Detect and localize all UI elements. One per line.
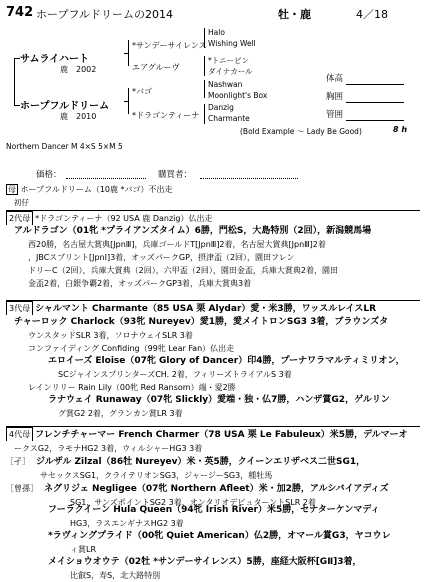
dam-marker: 母 xyxy=(8,185,16,194)
gen3-line: グ賞G2 2着，グランカン賞LR 3着 xyxy=(58,409,183,418)
inbreeding: Northern Dancer M 4×S 5×M 5 xyxy=(6,142,123,151)
gen4-label: 4代母 xyxy=(6,427,33,441)
ped-bracket-g3 xyxy=(204,104,205,124)
gen3-line: ラナウェイ Runaway（07牝 Slickly）愛端・独・仏7勝，ハンザ賞G2，ゲルリン xyxy=(48,395,390,405)
price-field xyxy=(66,178,146,179)
g3-ancestor: *トニービン xyxy=(208,56,249,65)
girth-label: 胸囲 xyxy=(326,92,344,102)
ped-bracket-g3 xyxy=(204,56,205,76)
lot-number: 742 xyxy=(6,5,34,20)
bold-example: (Bold Example ～ Lady Be Good) xyxy=(240,127,362,136)
section-gen3 xyxy=(6,300,420,420)
gen2-line: 金盃2着，白銀争覇2着，オッズパークGP3着，兵庫大賞典3着 xyxy=(28,279,252,288)
g3-ancestor: ダイナカール xyxy=(208,67,253,76)
height-label: 体高 xyxy=(326,74,344,84)
gen3-line: チャーロック Charlock（93牝 Nureyev）愛1勝，愛メイトロンSG3 3着，ブラウンズタ xyxy=(14,317,389,327)
gen2-line: ドリーC（2回），兵庫大賞典（2回），六甲盃（2回），園田金盃，兵庫大賞典2着，園田 xyxy=(28,266,338,275)
horse-name: ホープフルドリームの2014 xyxy=(36,8,174,21)
ped-bracket-dam xyxy=(128,88,129,114)
gen2-label: 2代母 xyxy=(6,211,33,225)
sire-info: 鹿 2002 xyxy=(60,65,97,74)
cannon-label: 管囲 xyxy=(326,110,344,120)
sale-date: 4／18 xyxy=(356,8,388,21)
dam-info: 鹿 2010 xyxy=(60,112,97,121)
dam-name: ホープフルドリーム xyxy=(20,101,110,112)
gen2-line: *ドラゴンティーナ（92 USA 鹿 Danzig）仏出走 xyxy=(35,214,213,223)
ped-line xyxy=(124,101,128,102)
g3-ancestor: Danzig xyxy=(208,103,234,112)
gen4-line: フーラクイーン Hula Queen（94牝 Irish River）米5勝，セナターケンマディ xyxy=(48,505,380,515)
ped-bracket-main xyxy=(14,58,15,106)
dam-sire: *バゴ xyxy=(132,87,152,96)
ped-bracket-sire xyxy=(128,40,129,66)
sire-sire: *サンデーサイレンス xyxy=(132,41,207,50)
gen4-line: SG1，サンズポイントSG2 3着，オンタリオデビュターントSLR 2着 xyxy=(70,498,316,507)
g3-ancestor: Nashwan xyxy=(208,80,243,89)
gen4-line: HG3，ラスエンギナスHG2 3着 xyxy=(70,519,184,528)
buyer-field xyxy=(200,178,298,179)
gen2-line: 西20勝，名古屋大賞典[JpnⅢ]，兵庫ゴールドT[JpnⅢ]2着，名古屋大賞典[JpnⅢ]2着 xyxy=(28,240,326,249)
gen3-line: ウンスタッドSLR 3着，ソロナウェイSLR 3着 xyxy=(28,331,193,340)
great-grandchild-marker: ［曾孫］ xyxy=(6,484,38,493)
gen4-line: ネグリジェ Negligee（07牝 Northern Afleet）米・加2勝，アルシバイアディズ xyxy=(44,484,389,494)
dam-dam: *ドラゴンティーナ xyxy=(132,111,200,120)
g3-ancestor: Moonlight's Box xyxy=(208,91,268,100)
gen3-line: レインリリー Rain Lily（00牝 Red Ransom）端・愛2勝 xyxy=(28,383,236,392)
ped-bracket-g3 xyxy=(204,80,205,98)
sex-color: 牡・鹿 xyxy=(278,8,311,21)
g3-ancestor: Wishing Well xyxy=(208,39,256,48)
gen2-line: アルドラゴン（01牝 *プライアンズタイム）6勝，門松S，大島特別（2回），新潟競馬場 xyxy=(14,226,372,236)
gen4-line: ィ賞LR xyxy=(70,545,97,554)
gen3-line: シャルマント Charmante（85 USA 栗 Alydar）愛・米3勝，ワッスルレイスLR xyxy=(35,304,377,314)
buyer-label: 購買者： xyxy=(158,170,193,180)
girth-field xyxy=(346,102,404,103)
gen4-line: メイショウオウテ（02牡 *サンデーサイレンス）5勝，座経大阪杯[GⅡ]3着， xyxy=(48,557,362,567)
dam-line xyxy=(6,184,173,195)
gen2-line: ，JBCスプリント[JpnⅠ]3着，オッズパークGP，摂津盃（2回），園田フレン xyxy=(28,253,295,262)
sire-dam: エアグルーヴ xyxy=(132,63,180,72)
child-marker: ［孑］ xyxy=(6,457,30,466)
gen4-line: サセックスSG1，クライテリオンSG3，ジャージーSG3，種牡馬 xyxy=(40,471,273,480)
section-gen4-cont xyxy=(6,504,420,582)
ped-line xyxy=(124,53,128,54)
height-field xyxy=(346,84,404,85)
price-label: 価格： xyxy=(36,170,62,180)
gen3-line: コンファイディング Confiding（99牝 Lear Fan）仏出走 xyxy=(28,344,235,353)
gen4-line: フレンチチャーマー French Charmer（78 USA 栗 Le Fabuleux）米5勝，デルマーオ xyxy=(35,430,408,440)
gen4-line: *ラヴィングプライド（00牝 Quiet American）仏2勝，オマール賞G3，ヤコウレ xyxy=(48,531,391,541)
g3-ancestor: Halo xyxy=(208,28,225,37)
gen3-label: 3代母 xyxy=(6,301,33,315)
sire-name: サムライハート xyxy=(20,54,89,65)
first-foal: 初仔 xyxy=(14,198,29,207)
gen4-line: 比叡S，寿S，北大路特別 xyxy=(70,571,161,580)
section-gen2 xyxy=(6,210,420,290)
bold-example-h: 8 h xyxy=(393,125,408,134)
gen4-line: ークスG2，ラモナHG2 3着，ウィルシャーHG3 3着 xyxy=(14,444,203,453)
cannon-field xyxy=(346,120,404,121)
dam-line-text: ホープフルドリーム（10鹿 *バゴ）不出走 xyxy=(20,185,173,194)
g3-ancestor: Charmante xyxy=(208,114,250,123)
section-gen4 xyxy=(6,426,420,509)
gen4-line: ジルザル Zilzal（86牡 Nureyev）米・英5勝，クイーンエリザベス二世SG1， xyxy=(36,457,366,467)
gen3-line: SCジャインスプリンターズCH. 2着，フィリーズトライアルS 3着 xyxy=(58,370,292,379)
gen3-line: エロイーズ Eloise（07牝 Glory of Dancer）印4勝，プーナワラマルティミリオン， xyxy=(48,356,405,366)
